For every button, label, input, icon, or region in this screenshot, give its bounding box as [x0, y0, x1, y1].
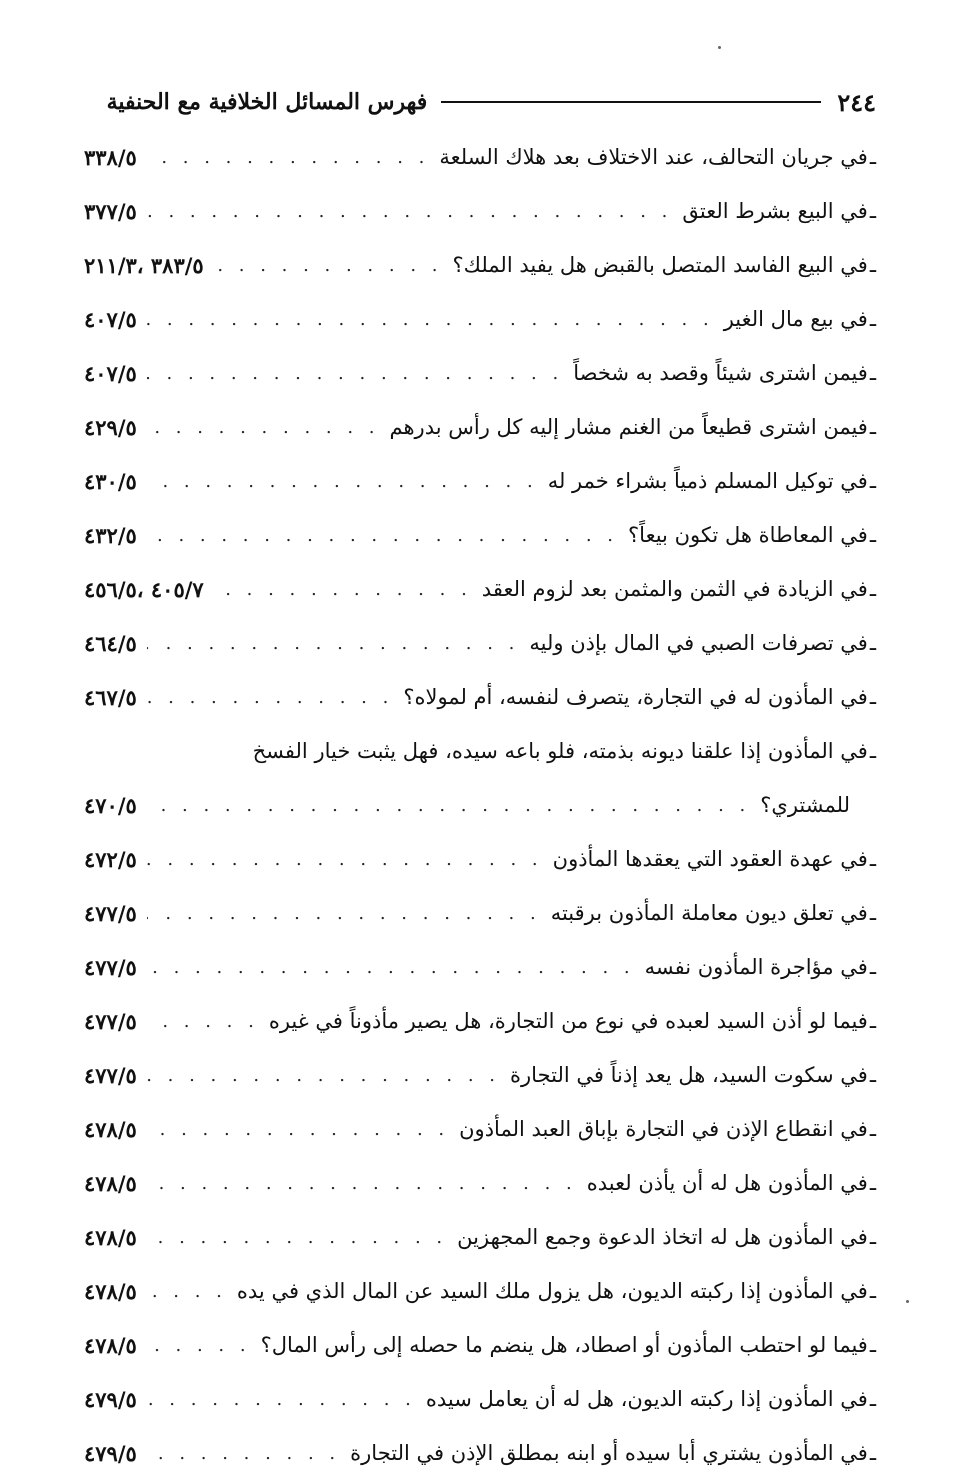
entry-reference: ٤٠٧/٥	[84, 360, 137, 386]
dot-leader	[147, 147, 430, 168]
entry-dash: ـ	[869, 577, 876, 601]
index-entry	[84, 1102, 876, 1156]
entry-dash: ـ	[869, 631, 876, 655]
index-entry	[84, 886, 876, 940]
index-entry	[84, 238, 876, 292]
entry-reference: ٤٧٨/٥	[84, 1170, 137, 1196]
index-entry	[84, 616, 876, 670]
entry-text: فيمن اشترى شيئاً وقصد به شخصاً	[573, 361, 868, 385]
scan-speck	[906, 1300, 909, 1303]
dot-leader	[147, 471, 538, 492]
index-entry	[84, 400, 876, 454]
dot-leader	[147, 795, 750, 816]
index-entry	[84, 1318, 876, 1372]
entry-text: في تصرفات الصبي في المال بإذن وليه	[529, 631, 868, 655]
index-entry	[84, 724, 876, 778]
entry-reference: ٣٧٧/٥	[84, 198, 137, 224]
index-entry	[84, 1156, 876, 1210]
entry-text: في تعلق ديون معاملة المأذون برقبته	[550, 901, 868, 925]
index-entry	[84, 292, 876, 346]
entry-text: في المأذون هل له أن يأذن لعبده	[586, 1171, 868, 1195]
index-entry	[84, 940, 876, 994]
entry-text: في توكيل المسلم ذمياً بشراء خمر له	[547, 469, 868, 493]
entry-reference: ٤٦٤/٥	[84, 630, 137, 656]
scan-speck	[718, 46, 721, 49]
entry-reference: ٤٠٥/٧ ،٤٥٦/٥	[84, 576, 204, 602]
entry-text: في المأذون هل له اتخاذ الدعوة وجمع المجهزين	[457, 1225, 868, 1249]
entry-text: في عهدة العقود التي يعقدها المأذون	[552, 847, 868, 871]
entry-text: فيمن اشترى قطيعاً من الغنم مشار إليه كل رأس بدرهم	[389, 415, 868, 439]
entry-dash: ـ	[869, 1063, 876, 1087]
entry-reference: ٤٧٨/٥	[84, 1224, 137, 1250]
entry-reference: ٤٧٧/٥	[84, 954, 137, 980]
entry-reference: ٤٠٧/٥	[84, 306, 137, 332]
dot-leader	[147, 633, 520, 654]
dot-leader	[147, 1443, 340, 1464]
entry-dash: ـ	[869, 1117, 876, 1141]
entry-reference: ٤٧٧/٥	[84, 900, 137, 926]
entry-text: فيما لو احتطب المأذون أو اصطاد، هل ينضم ما حصله إلى رأس المال؟	[260, 1333, 868, 1357]
dot-leader	[147, 201, 673, 222]
index-entry	[84, 508, 876, 562]
entry-text: في المأذون إذا علقنا ديونه بذمته، فلو باعه سيده، فهل يثبت خيار الفسخ	[252, 739, 868, 763]
entry-reference: ٤٧٨/٥	[84, 1116, 137, 1142]
header-rule	[441, 101, 821, 103]
dot-leader	[214, 579, 472, 600]
dot-leader	[147, 849, 543, 870]
index-entry	[84, 1264, 876, 1318]
entry-text: في المعاطاة هل تكون بيعاً؟	[628, 523, 868, 547]
dot-leader	[147, 1281, 227, 1302]
dot-leader	[147, 525, 618, 546]
entry-reference: ٤٣٢/٥	[84, 522, 137, 548]
entry-dash: ـ	[869, 1171, 876, 1195]
dot-leader	[147, 1389, 416, 1410]
entry-reference: ٣٨٣/٥ ،٢١١/٣	[84, 252, 204, 278]
entry-reference: ٤٧٠/٥	[84, 792, 137, 818]
dot-leader	[214, 255, 443, 276]
dot-leader	[147, 1065, 500, 1086]
dot-leader	[147, 1119, 449, 1140]
index-entry-continuation	[84, 778, 876, 832]
index-entry	[84, 832, 876, 886]
entry-reference: ٣٣٨/٥	[84, 144, 137, 170]
index-entry	[84, 670, 876, 724]
index-entry	[84, 994, 876, 1048]
dot-leader	[147, 1011, 259, 1032]
entry-dash: ـ	[869, 901, 876, 925]
dot-leader	[147, 309, 714, 330]
entry-text: في سكوت السيد، هل يعد إذناً في التجارة	[510, 1063, 868, 1087]
index-entry	[84, 1210, 876, 1264]
entry-reference: ٤٧٧/٥	[84, 1008, 137, 1034]
index-entry	[84, 562, 876, 616]
entry-text: في جريان التحالف، عند الاختلاف بعد هلاك السلعة	[439, 145, 868, 169]
dot-leader	[147, 1335, 251, 1356]
index-entry	[84, 184, 876, 238]
entry-text: فيما لو أذن السيد لعبده في نوع من التجارة، هل يصير مأذوناً في غيره	[268, 1009, 868, 1033]
index-entry	[84, 1372, 876, 1426]
entry-dash: ـ	[869, 1387, 876, 1411]
entry-dash: ـ	[869, 685, 876, 709]
dot-leader	[147, 363, 563, 384]
entry-dash: ـ	[869, 1279, 876, 1303]
running-title: فهرس المسائل الخلافية مع الحنفية	[106, 89, 428, 115]
entry-reference: ٤٧٢/٥	[84, 846, 137, 872]
entry-reference: ٤٧٩/٥	[84, 1440, 137, 1466]
dot-leader	[147, 957, 635, 978]
entry-reference: ٤٦٧/٥	[84, 684, 137, 710]
entry-dash: ـ	[869, 253, 876, 277]
entry-text: في البيع الفاسد المتصل بالقبض هل يفيد الملك؟	[452, 253, 868, 277]
entry-text: في بيع مال الغير	[723, 307, 868, 331]
index-entry	[84, 1048, 876, 1102]
dot-leader	[147, 1173, 577, 1194]
entry-dash: ـ	[869, 361, 876, 385]
entry-dash: ـ	[869, 955, 876, 979]
entry-text: في المأذون إذا ركبته الديون، هل يزول ملك السيد عن المال الذي في يده	[236, 1279, 868, 1303]
entry-reference: ٤٧٨/٥	[84, 1278, 137, 1304]
entry-text: في مؤاجرة المأذون نفسه	[644, 955, 868, 979]
entry-reference: ٤٣٠/٥	[84, 468, 137, 494]
index-entry	[84, 454, 876, 508]
dot-leader	[147, 687, 394, 708]
index-entry	[84, 346, 876, 400]
entry-text: في المأذون إذا ركبته الديون، هل له أن يعامل سيده	[425, 1387, 868, 1411]
entry-dash: ـ	[869, 415, 876, 439]
entry-text: في المأذون له في التجارة، يتصرف لنفسه، أم لمولاه؟	[403, 685, 868, 709]
entry-text: في انقطاع الإذن في التجارة بإباق العبد المأذون	[459, 1117, 868, 1141]
entry-reference: ٤٧٧/٥	[84, 1062, 137, 1088]
entry-dash: ـ	[869, 307, 876, 331]
entry-dash: ـ	[869, 469, 876, 493]
entry-text: في البيع بشرط العتق	[682, 199, 868, 223]
page-number: ٢٤٤	[837, 87, 876, 117]
entry-dash: ـ	[869, 739, 876, 763]
entry-text: في المأذون يشتري أبا سيده أو ابنه بمطلق الإذن في التجارة	[350, 1441, 868, 1465]
dot-leader	[147, 903, 541, 924]
entry-text: للمشتري؟	[760, 793, 850, 817]
entry-dash: ـ	[869, 847, 876, 871]
index-entry	[84, 1426, 876, 1480]
entry-dash: ـ	[869, 523, 876, 547]
entry-dash: ـ	[869, 1441, 876, 1465]
index-entry	[84, 130, 876, 184]
dot-leader	[147, 1227, 447, 1248]
page-header	[90, 82, 876, 122]
entry-dash: ـ	[869, 199, 876, 223]
entry-dash: ـ	[869, 1009, 876, 1033]
entry-reference: ٤٢٩/٥	[84, 414, 137, 440]
dot-leader	[147, 417, 380, 438]
entry-text: في الزيادة في الثمن والمثمن بعد لزوم العقد	[481, 577, 868, 601]
entry-reference: ٤٧٨/٥	[84, 1332, 137, 1358]
entry-dash: ـ	[869, 1225, 876, 1249]
entry-dash: ـ	[869, 145, 876, 169]
entry-reference: ٤٧٩/٥	[84, 1386, 137, 1412]
entry-dash: ـ	[869, 1333, 876, 1357]
